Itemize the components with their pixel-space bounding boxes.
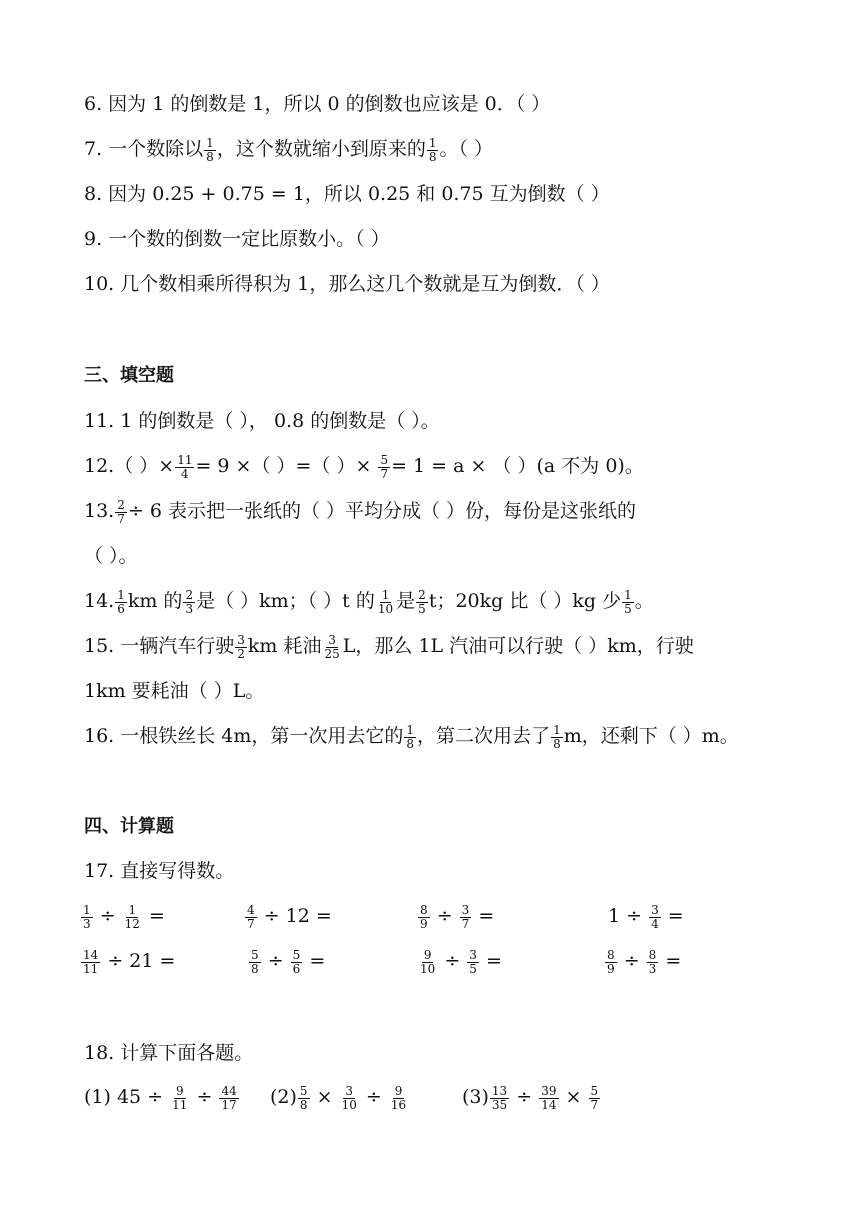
question-18: 18. 计算下面各题。 <box>84 1042 254 1064</box>
question-16 <box>84 723 739 751</box>
q15-text-a: 15. 一辆汽车行驶 <box>84 635 235 657</box>
calc-item: $\frac{1}{3}$ ÷ $\frac{1}{12}$ = <box>83 902 165 931</box>
q13-text-b: ÷ 6 表示把一张纸的（ ）平均分成（ ）份，每份是这张纸的 <box>127 500 637 522</box>
section-heading-fill: 三、填空题 <box>84 365 174 386</box>
calc-item: $\frac{4}{7}$ ÷ 12 = <box>247 902 332 931</box>
fraction: $\frac{5}{7}$ <box>380 452 389 481</box>
q14-text-a: 14. <box>84 590 115 612</box>
fraction: $\frac{1}{8}$ <box>406 722 415 751</box>
calc-problem-3: (3) $\frac{13}{35}$ ÷ $\frac{39}{14}$ × $\frac{5}{7}$ <box>462 1083 599 1112</box>
q16-text-a: 16. 一根铁丝长 4m，第一次用去它的 <box>84 725 404 747</box>
q13-text-a: 13. <box>84 500 115 522</box>
fraction: $\frac{1}{6}$ <box>117 587 125 616</box>
fraction: $\frac{1}{8}$ <box>206 135 214 164</box>
section-heading-calc: 四、计算题 <box>84 816 174 837</box>
calc-problem-1: (1) 45 ÷ $\frac{9}{11}$ ÷ $\frac{44}{17}$ <box>84 1083 237 1112</box>
q15-text-c: L，那么 1L 汽油可以行驶（ ）km，行驶 <box>342 635 694 657</box>
calc-item: $\frac{8}{9}$ ÷ $\frac{8}{3}$ = <box>607 947 682 976</box>
calc-item: $\frac{8}{9}$ ÷ $\frac{3}{7}$ = <box>420 902 495 931</box>
question-9: 9. 一个数的倒数一定比原数小。（ ） <box>84 228 390 250</box>
q12-text-c: = 1 = a × （ ）(a 不为 0)。 <box>391 455 644 477</box>
q12-text-a: 12.（ ）× <box>84 455 175 477</box>
question-17: 17. 直接写得数。 <box>84 860 235 882</box>
fraction: $\frac{1}{8}$ <box>553 722 561 751</box>
fraction: $\frac{1}{8}$ <box>428 135 437 164</box>
question-13-cont: （ ）。 <box>84 545 138 567</box>
fraction: $\frac{11}{4}$ <box>177 452 193 481</box>
question-10: 10. 几个数相乘所得积为 1，那么这几个数就是互为倒数．（ ） <box>84 273 610 295</box>
q7-text-b: ，这个数就缩小到原来的 <box>216 138 426 160</box>
calc-problem-2: (2) $\frac{5}{8}$ × $\frac{3}{10}$ ÷ $\frac{9}{16}$ <box>270 1083 407 1112</box>
question-6: 6. 因为 1 的倒数是 1，所以 0 的倒数也应该是 0．（ ） <box>84 93 551 115</box>
q16-text-b: ，第二次用去了 <box>417 725 551 747</box>
q16-text-c: m，还剩下（ ）m。 <box>563 725 739 747</box>
q14-text-c: 是（ ）km；（ ）t 的 <box>196 590 375 612</box>
question-8: 8. 因为 0.25 + 0.75 = 1，所以 0.25 和 0.75 互为倒数（ ） <box>84 183 610 205</box>
fraction: $\frac{1}{5}$ <box>624 587 632 616</box>
fraction: $\frac{2}{7}$ <box>117 497 125 526</box>
question-13 <box>84 498 636 526</box>
q14-text-e: t；20kg 比（ ）kg 少 <box>428 590 622 612</box>
fraction: $\frac{2}{3}$ <box>185 587 194 616</box>
q12-text-b: = 9 ×（ ）=（ ）× <box>195 455 372 477</box>
fraction: $\frac{2}{5}$ <box>418 587 426 616</box>
calc-item: $\frac{5}{8}$ ÷ $\frac{5}{6}$ = <box>251 947 326 976</box>
q14-text-f: 。 <box>634 590 654 612</box>
question-15-cont: 1km 要耗油（ ）L。 <box>84 680 265 702</box>
fraction: $\frac{3}{2}$ <box>237 632 245 661</box>
q7-text-a: 7. 一个数除以 <box>84 138 204 160</box>
fraction: $\frac{3}{25}$ <box>324 632 340 661</box>
q15-text-b: km 耗油 <box>247 635 322 657</box>
calc-item: $\frac{9}{10}$ ÷ $\frac{3}{5}$ = <box>420 947 502 976</box>
calc-item: $\frac{14}{11}$ ÷ 21 = <box>83 947 176 976</box>
question-11: 11. 1 的倒数是（ ）， 0.8 的倒数是（ ）。 <box>84 410 440 432</box>
q7-text-c: 。（ ） <box>439 138 494 160</box>
question-7 <box>84 136 493 164</box>
q14-text-b: km 的 <box>127 590 183 612</box>
fraction: $\frac{1}{10}$ <box>377 587 394 616</box>
question-12 <box>84 453 644 481</box>
q14-text-d: 是 <box>396 590 416 612</box>
question-14 <box>84 588 654 616</box>
calc-item: 1 ÷ $\frac{3}{4}$ = <box>608 902 684 931</box>
question-15 <box>84 633 694 661</box>
